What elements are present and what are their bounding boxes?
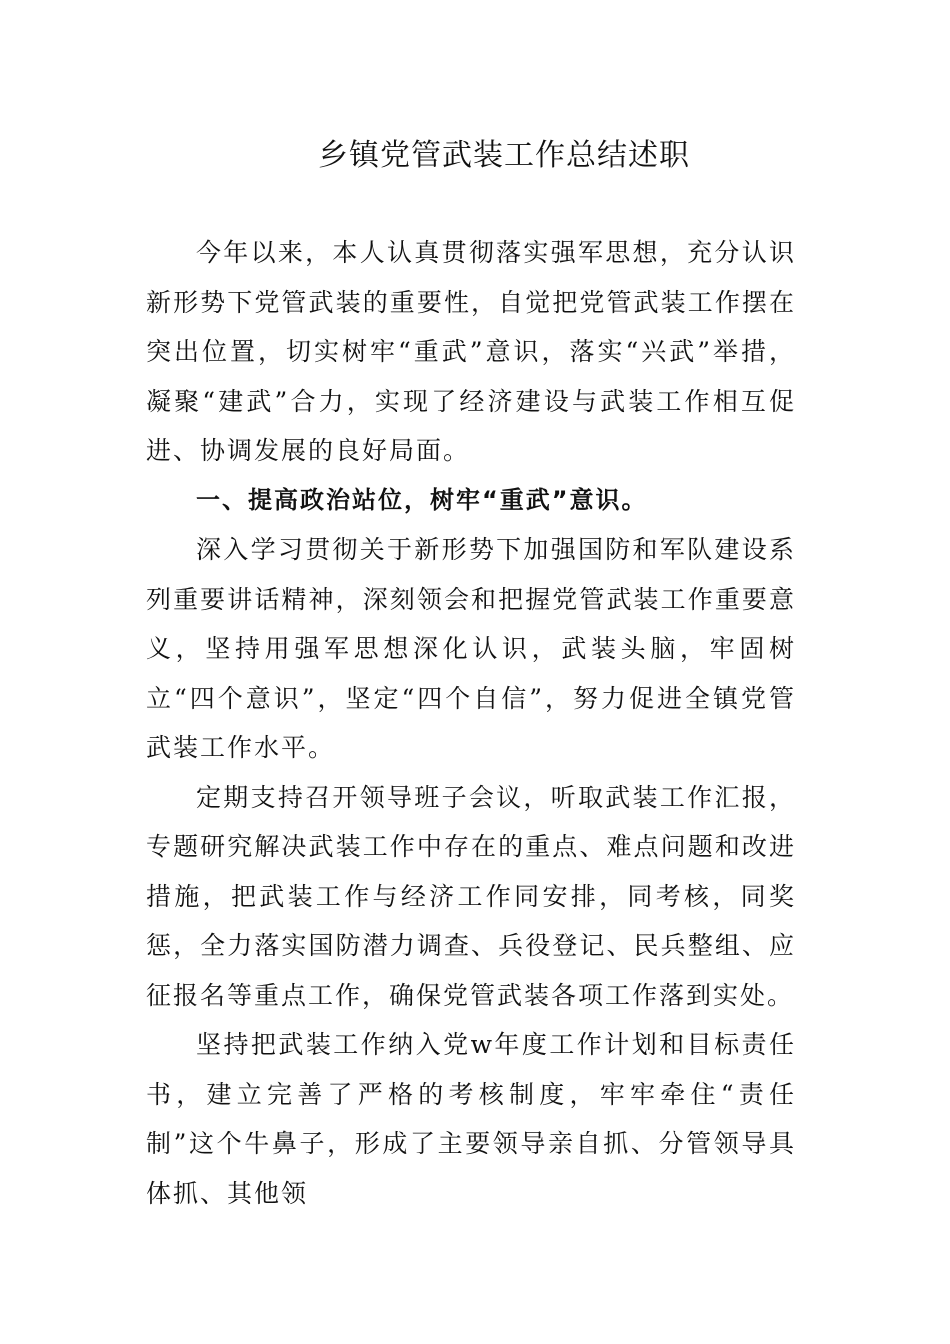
paragraph-meetings: 定期支持召开领导班子会议，听取武装工作汇报，专题研究解决武装工作中存在的重点、难点问题和改进措施，把武装工作与经济工作同安排，同考核，同奖惩，全力落实国防潜力调查、兵役登记、民兵整组、应征报名等重点工作，确保党管武装各项工作落到实处。 bbox=[146, 782, 796, 1010]
section-heading-1: 一、提高政治站位，树牢“重武”意识。 bbox=[196, 485, 648, 514]
paragraph-study: 深入学习贯彻关于新形势下加强国防和军队建设系列重要讲话精神，深刻领会和把握党管武装工作重要意义，坚持用强军思想深化认识，武装头脑，牢固树立“四个意识”，坚定“四个自信”，努力促进全镇党管武装工作水平。 bbox=[146, 535, 796, 762]
document-body bbox=[146, 228, 796, 1218]
paragraph-responsibility: 坚持把武装工作纳入党w年度工作计划和目标责任书，建立完善了严格的考核制度，牢牢牵住“责任制”这个牛鼻子，形成了主要领导亲自抓、分管领导具体抓、其他领 bbox=[146, 1030, 796, 1208]
paragraph-intro: 今年以来，本人认真贯彻落实强军思想，充分认识新形势下党管武装的重要性，自觉把党管武装工作摆在突出位置，切实树牢“重武”意识，落实“兴武”举措，凝聚“建武”合力，实现了经济建设与武装工作相互促进、协调发展的良好局面。 bbox=[146, 238, 796, 465]
document-title: 乡镇党管武装工作总结述职 bbox=[318, 138, 690, 173]
